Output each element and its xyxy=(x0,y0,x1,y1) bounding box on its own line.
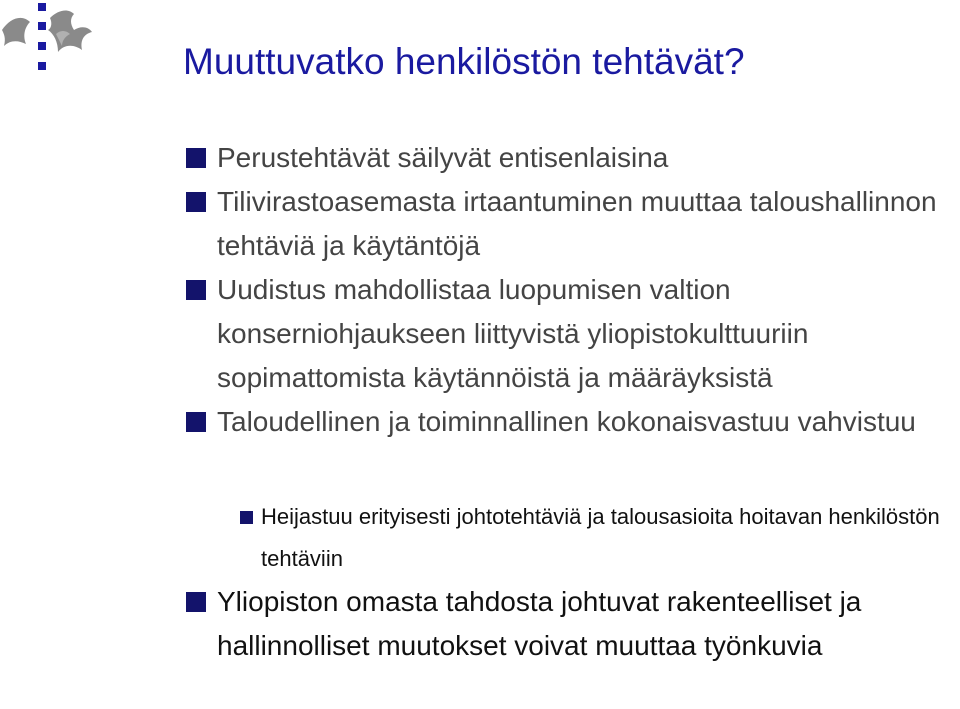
square-bullet-icon xyxy=(240,511,253,524)
bullet-text: Tilivirastoasemasta irtaantuminen muuttaa taloushallinnon tehtäviä ja käytäntöjä xyxy=(217,186,937,261)
square-bullet-icon xyxy=(186,280,206,300)
bullet-item xyxy=(186,400,960,444)
bullet-item xyxy=(186,268,960,400)
square-bullet-icon xyxy=(186,192,206,212)
bullet-text: Uudistus mahdollistaa luopumisen valtion konserniohjaukseen liittyvistä yliopistokulttuuriin sopimattomista käytännöistä ja määräyksistä xyxy=(217,274,809,393)
bullet-text: Taloudellinen ja toiminnallinen kokonaisvastuu vahvistuu xyxy=(217,406,916,437)
sub-bullet-item xyxy=(240,496,940,580)
square-bullet-icon xyxy=(186,412,206,432)
bullet-item xyxy=(186,180,960,268)
sub-bullet-text: Heijastuu erityisesti johtotehtäviä ja talousasioita hoitavan henkilöstön tehtäviin xyxy=(261,504,940,571)
bullet-text: Perustehtävät säilyvät entisenlaisina xyxy=(217,142,669,173)
slide-title: Muuttuvatko henkilöstön tehtävät? xyxy=(183,41,745,82)
square-bullet-icon xyxy=(186,592,206,612)
bullet-item xyxy=(186,580,960,668)
square-bullet-icon xyxy=(186,148,206,168)
bullet-text: Yliopiston omasta tahdosta johtuvat rakenteelliset ja hallinnolliset muutokset voivat muuttaa työnkuvia xyxy=(217,586,862,661)
bullet-item xyxy=(186,136,960,180)
